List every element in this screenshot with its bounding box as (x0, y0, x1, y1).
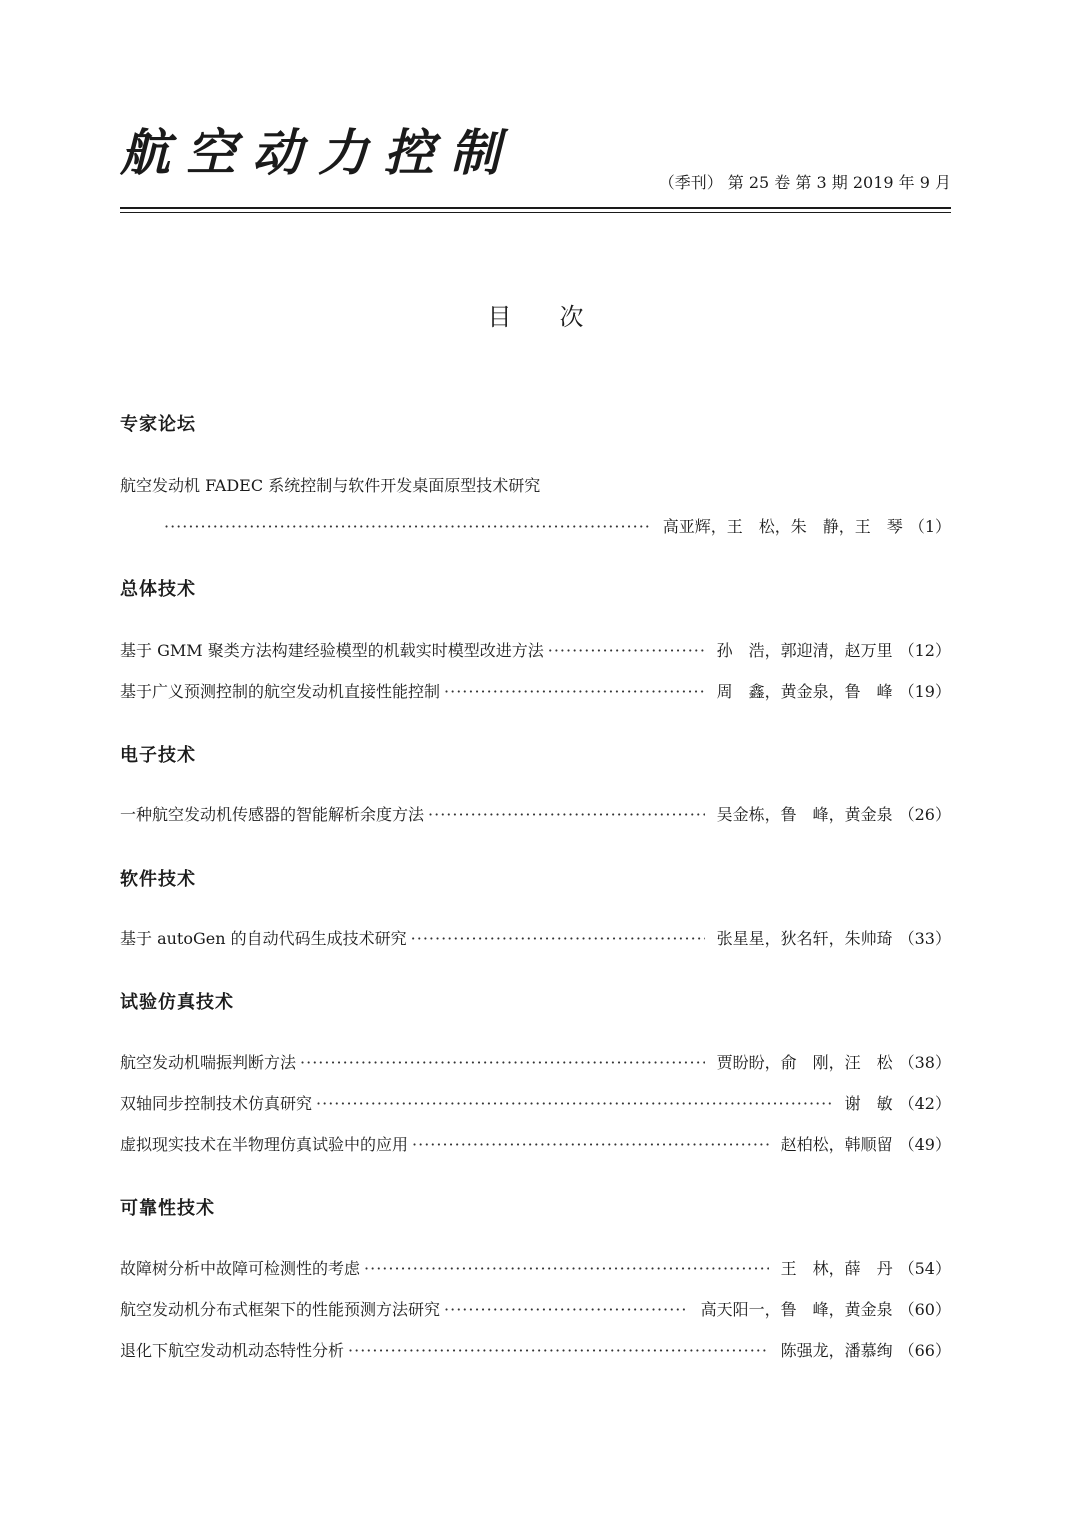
issue-info: （季刊） 第 25 卷 第 3 期 2019 年 9 月 (658, 173, 951, 192)
leader-dots (364, 1259, 769, 1278)
toc-entry-page: （49） (898, 1135, 951, 1154)
toc-entry-authors: 孙 浩，郭迎清，赵万里 (716, 641, 893, 660)
leader-dots (444, 1300, 689, 1319)
toc-entry-page: （26） (898, 805, 951, 824)
toc-entry[interactable] (160, 514, 951, 538)
toc-entry[interactable] (120, 638, 951, 662)
section-heading: 试验仿真技术 (120, 992, 234, 1013)
toc-entry-authors: 赵柏松，韩顺留 (780, 1135, 893, 1154)
toc-entry[interactable] (120, 679, 951, 703)
toc-entry[interactable] (120, 1338, 951, 1362)
toc-entry-page: （33） (898, 929, 951, 948)
toc-entry-title: 基于 autoGen 的自动代码生成技术研究 (120, 929, 407, 948)
leader-dots (411, 929, 705, 948)
toc-entry-title: 一种航空发动机传感器的智能解析余度方法 (120, 805, 425, 824)
toc-entry-title: 故障树分析中故障可检测性的考虑 (120, 1259, 361, 1278)
toc-entry-authors: 王 林，薛 丹 (780, 1259, 893, 1278)
toc-entry[interactable] (120, 1297, 951, 1321)
toc-entry-page: （66） (898, 1341, 951, 1360)
toc-entry-title[interactable]: 航空发动机 FADEC 系统控制与软件开发桌面原型技术研究 (120, 476, 541, 495)
header-rule-thin (120, 212, 951, 213)
toc-entry-title: 航空发动机喘振判断方法 (120, 1053, 297, 1072)
header-rule-thick (120, 207, 951, 209)
section-heading: 专家论坛 (120, 414, 196, 435)
leader-dots (348, 1341, 769, 1360)
toc-entry-title: 双轴同步控制技术仿真研究 (120, 1094, 313, 1113)
toc-entry[interactable] (120, 1132, 951, 1156)
toc-entry-title: 基于广义预测控制的航空发动机直接性能控制 (120, 682, 441, 701)
section-heading: 可靠性技术 (120, 1198, 215, 1219)
toc-entry-authors: 陈强龙，潘慕绚 (780, 1341, 893, 1360)
toc-entry-authors: 贾盼盼，俞 刚，汪 松 (716, 1053, 893, 1072)
toc-entry-page: （38） (898, 1053, 951, 1072)
section-heading: 总体技术 (120, 579, 196, 600)
toc-entry-title: 航空发动机分布式框架下的性能预测方法研究 (120, 1300, 441, 1319)
section-heading: 电子技术 (120, 745, 196, 766)
toc-entry-title: 虚拟现实技术在半物理仿真试验中的应用 (120, 1135, 409, 1154)
toc-entry-page: （60） (898, 1300, 951, 1319)
toc-entry-title: 退化下航空发动机动态特性分析 (120, 1341, 345, 1360)
leader-dots (300, 1053, 705, 1072)
toc-entry-page: （1） (908, 517, 951, 536)
toc-entry-page: （42） (898, 1094, 951, 1113)
leader-dots (164, 517, 651, 536)
leader-dots (316, 1094, 833, 1113)
toc-entry-authors: 吴金栋，鲁 峰，黄金泉 (716, 805, 893, 824)
toc-entry-title: 基于 GMM 聚类方法构建经验模型的机载实时模型改进方法 (120, 641, 544, 660)
toc-entry[interactable] (120, 1050, 951, 1074)
toc-entry-page: （54） (898, 1259, 951, 1278)
toc-entry[interactable] (120, 1256, 951, 1280)
toc-entry-page: （19） (898, 682, 951, 701)
leader-dots (412, 1135, 769, 1154)
toc-entry-page: （12） (898, 641, 951, 660)
toc-entry[interactable] (120, 1091, 951, 1115)
toc-title: 目次 (487, 303, 632, 331)
journal-title: 航空动力控制 (120, 123, 516, 182)
toc-entry-authors: 高亚辉，王 松，朱 静，王 琴 (662, 517, 903, 536)
toc-entry-authors: 张星星，狄名轩，朱帅琦 (716, 929, 893, 948)
leader-dots (428, 805, 705, 824)
leader-dots (548, 641, 705, 660)
section-heading: 软件技术 (120, 869, 196, 890)
toc-entry-authors: 周 鑫，黄金泉，鲁 峰 (716, 682, 893, 701)
toc-entry-authors: 高天阳一，鲁 峰，黄金泉 (700, 1300, 893, 1319)
toc-entry-authors: 谢 敏 (844, 1094, 893, 1113)
toc-entry[interactable] (120, 802, 951, 826)
toc-entry[interactable] (120, 926, 951, 950)
leader-dots (444, 682, 705, 701)
